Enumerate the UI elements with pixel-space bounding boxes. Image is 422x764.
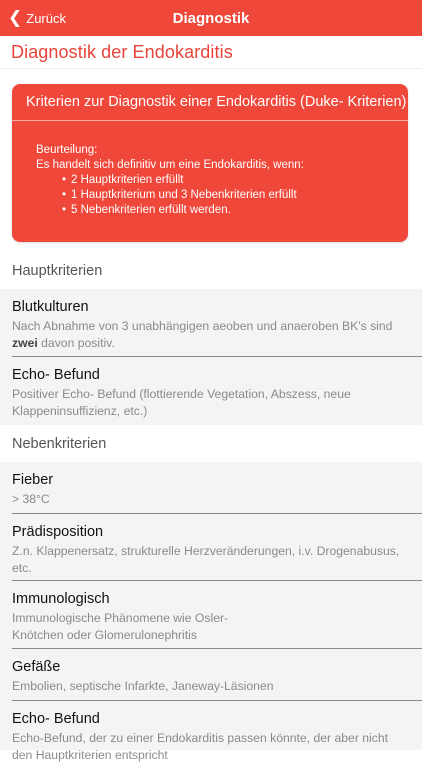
list-item-echo-befund-neben xyxy=(0,701,422,762)
item-description: Embolien, septische Infarkte, Janeway-Läsionen xyxy=(12,679,274,693)
list-item-gefaesse xyxy=(0,649,422,701)
item-description: Echo-Befund, der zu einer Endokarditis passen könnte, der aber nicht den Hauptkriterien entspricht xyxy=(12,731,389,762)
list-item-immunologisch xyxy=(0,581,422,649)
section-header-hauptkriterien: Hauptkriterien xyxy=(0,254,422,288)
criteria-card-body xyxy=(12,121,408,218)
assessment-list xyxy=(62,173,408,218)
back-button[interactable] xyxy=(8,0,66,36)
criteria-card xyxy=(12,84,408,242)
item-title: Gefäße xyxy=(12,659,61,675)
list-item-echo-befund-haupt xyxy=(0,357,422,425)
assessment-intro: Es handelt sich definitiv um eine Endokarditis, wenn: xyxy=(36,159,304,171)
list-item-blutkulturen xyxy=(0,289,422,357)
item-description: Z.n. Klappenersatz, strukturelle Herzveränderungen, i.v. Drogenabusus, etc. xyxy=(12,544,400,575)
chevron-left-icon: ❮ xyxy=(8,7,23,27)
assessment-label: Beurteilung: xyxy=(36,144,98,156)
item-description-emphasis: zwei xyxy=(12,336,38,350)
page-title: Diagnostik der Endokarditis xyxy=(11,42,233,62)
nav-title: Diagnostik xyxy=(172,9,250,27)
item-description: Immunologische Phänomene wie Osler- Knötchen oder Glomerulonephritis xyxy=(12,611,229,642)
navigation-bar xyxy=(0,0,422,36)
section-header-nebenkriterien: Nebenkriterien xyxy=(0,426,422,462)
item-title: Echo- Befund xyxy=(12,367,100,383)
list-item-fieber xyxy=(0,462,422,514)
criteria-card-header: Kriterien zur Diagnostik einer Endokarditis (Duke- Kriterien) xyxy=(26,94,407,110)
assessment-bullet: • 5 Nebenkriterien erfüllt werden. xyxy=(62,203,408,218)
item-title: Blutkulturen xyxy=(12,299,89,315)
item-title: Prädisposition xyxy=(12,524,104,540)
assessment-bullet: • 1 Hauptkriterium und 3 Nebenkriterien erfüllt xyxy=(62,188,408,203)
item-description: Positiver Echo- Befund (flottierende Vegetation, Abszess, neue Klappeninsuffizienz, etc.) xyxy=(12,387,351,418)
item-title: Immunologisch xyxy=(12,591,110,607)
item-title: Echo- Befund xyxy=(12,711,100,727)
item-description: > 38°C xyxy=(12,492,50,506)
back-button-label: Zurück xyxy=(26,10,66,26)
title-divider xyxy=(0,68,422,69)
item-description: Nach Abnahme von 3 unabhängigen aeoben und anaeroben BK's sind zwei davon positiv. xyxy=(12,319,393,350)
assessment-bullet: • 2 Hauptkriterien erfüllt xyxy=(62,173,408,188)
item-title: Fieber xyxy=(12,472,54,488)
list-item-praedisposition xyxy=(0,514,422,581)
